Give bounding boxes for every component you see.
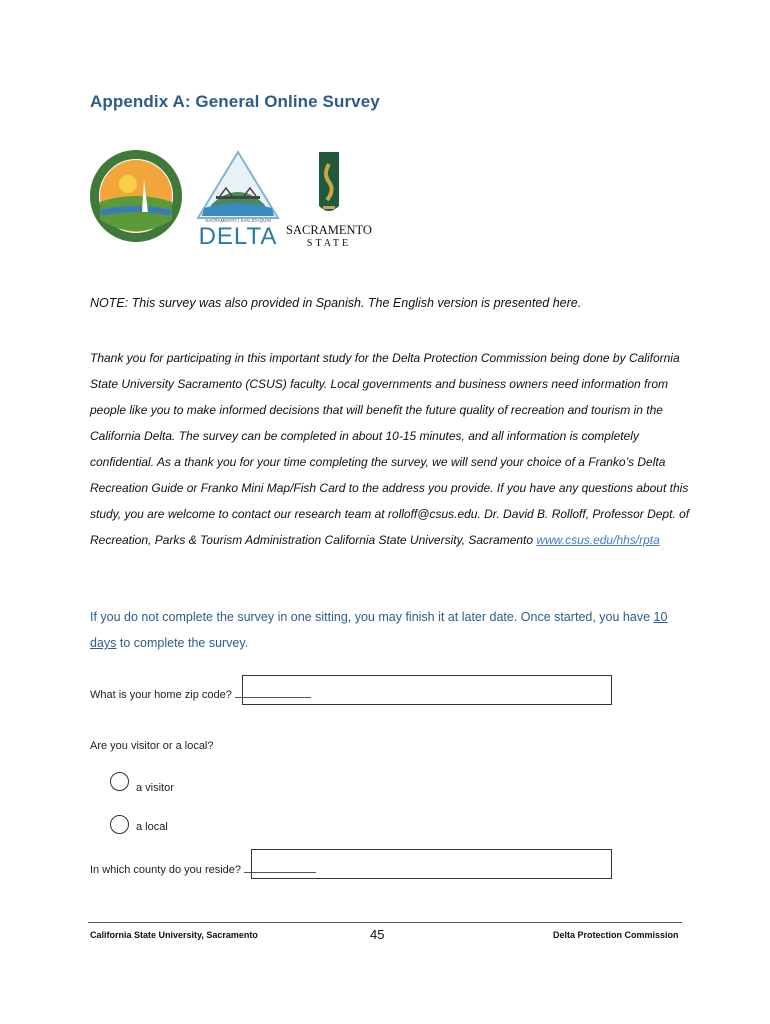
visitor-question: Are you visitor or a local?	[90, 740, 214, 752]
completion-notice	[90, 604, 690, 656]
spanish-note: NOTE: This survey was also provided in Spanish. The English version is presented here.	[90, 296, 582, 310]
rpta-link[interactable]: www.csus.edu/hhs/rpta	[536, 533, 660, 547]
zip-input[interactable]	[242, 675, 612, 705]
county-input[interactable]	[251, 849, 612, 879]
delta-logo	[198, 152, 278, 250]
delta-wordmark: DELTA	[198, 223, 278, 250]
sacramento-state-logo	[286, 152, 372, 249]
notice-before: If you do not complete the survey in one sitting, you may finish it at later date. Once started, you have	[90, 610, 654, 624]
option-visitor-label: a visitor	[136, 782, 174, 794]
state-wordmark: STATE	[306, 238, 352, 249]
footer-university: California State University, Sacramento	[90, 930, 258, 940]
logos	[90, 150, 410, 260]
page-title: Appendix A: General Online Survey	[90, 92, 380, 111]
page-number: 45	[370, 927, 385, 942]
intro-text: Thank you for participating in this important study for the Delta Protection Commission being done by California State University Sacramento (CSUS) faculty. Local governments and business owners need information from people like you to make informed decisions that will benefit the future quality of recreation and tourism in the California Delta. The survey can be completed in about 10-15 minutes, and all information is completely confidential. As a thank you for your time completing the survey, we will send your choice of a Franko’s Delta Recreation Guide or Franko Mini Map/Fish Card to the address you provide. If you have any questions about this study, you are welcome to contact our research team at rolloff@csus.edu. Dr. David B. Rolloff, Professor Dept. of Recreation, Parks & Tourism Administration California State University, Sacramento	[90, 351, 690, 547]
intro-paragraph	[90, 345, 690, 553]
option-local-label: a local	[136, 821, 168, 833]
footer-commission: Delta Protection Commission	[553, 930, 679, 940]
footer-divider	[88, 922, 682, 923]
sacramento-wordmark: SACRAMENTO	[286, 223, 372, 237]
delta-tagline: SACRAMENTO | SAN JOAQUIN	[205, 218, 271, 223]
delta-protection-commission-seal	[90, 150, 182, 242]
radio-local[interactable]	[110, 815, 129, 834]
county-label: In which county do you reside?	[90, 864, 242, 876]
notice-after: to complete the survey.	[116, 636, 249, 650]
zip-label: What is your home zip code?	[90, 689, 232, 701]
radio-visitor[interactable]	[110, 772, 129, 791]
notice-underlined: 10 days	[90, 610, 668, 650]
